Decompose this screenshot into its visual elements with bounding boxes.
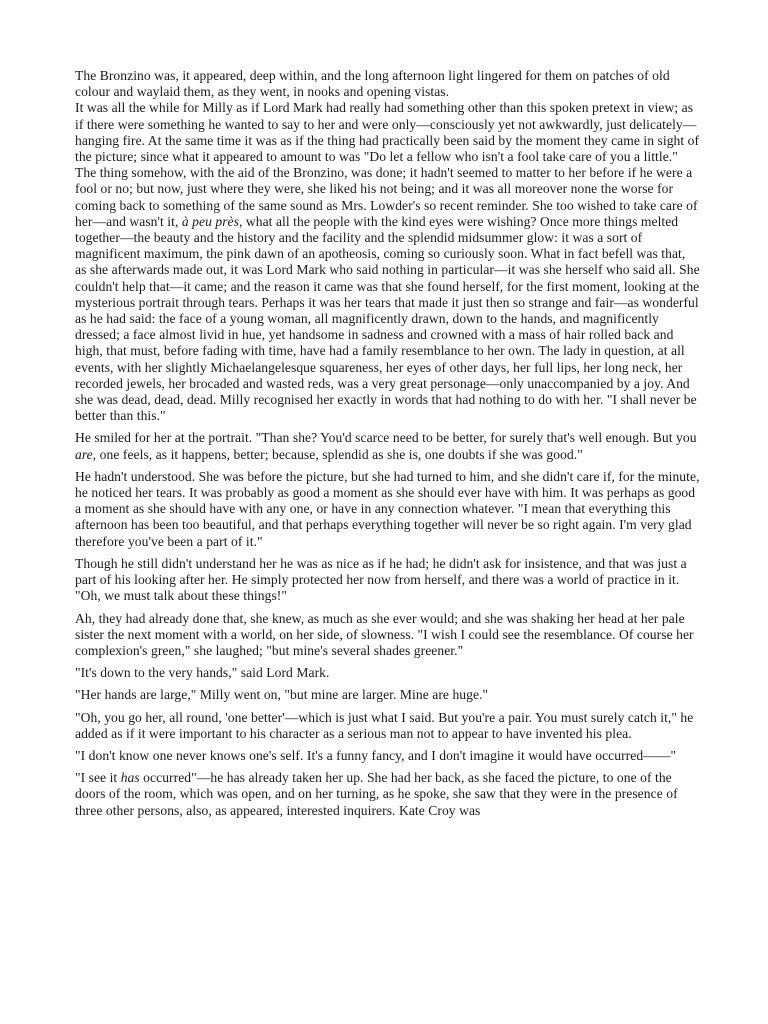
paragraph-5: Though he still didn't understand her he was as nice as if he had; he didn't ask for insistence, and that was just a part of his looking after her. He simply protected her now from herself, and there was a world of practice in it. "Oh, we must talk about these things!" xyxy=(75,555,687,604)
paragraph-1: The Bronzino was, it appeared, deep within, and the long afternoon light lingered for them on patches of old colour and waylaid them, as they went, in nooks and opening vistas. xyxy=(75,68,670,100)
paragraph-7: "It's down to the very hands," said Lord Mark. xyxy=(75,665,330,681)
paragraph-3: He smiled for her at the portrait. "Than she? You'd scarce need to be better, for surely that's well enough. But you are, one feels, as it happens, better; because, splendid as she is, one doubts if she was good." xyxy=(75,430,697,462)
paragraph-6: Ah, they had already done that, she knew, as much as she ever would; and she was shaking her head at her pale sister the next moment with a world, on her side, of slowness. "I wish I could see the resemblance. Of course her complexion's green," she laughed; "but mine's several shades greener." xyxy=(75,610,694,658)
paragraph-9: "Oh, you go her, all round, 'one better'—which is just what I said. But you're a pair. You must surely catch it," he added as if it were important to his character as a serious man not to appear to have invented his plea. xyxy=(75,709,694,741)
paragraph-4: He hadn't understood. She was before the picture, but she had turned to him, and she didn't care if, for the minute, he noticed her tears. It was probably as good a moment as she should ever have with him. It was perhaps as good a moment as she should have with any one, or have in any connection whatever. "I mean that everything this afternoon has been too beautiful, and that perhaps everything together will never be so right again. I'm very glad therefore you've been a part of it." xyxy=(75,468,700,549)
paragraph-10: "I don't know one never knows one's self. It's a funny fancy, and I don't imagine it would have occurred——" xyxy=(75,747,677,763)
document-page xyxy=(75,68,700,825)
italic-phrase: are, xyxy=(75,446,97,462)
italic-phrase: à peu près, xyxy=(181,213,243,229)
paragraph-11: "I see it has occurred"—he has already taken her up. She had her back, as she faced the picture, to one of the doors of the room, which was open, and on her turning, as he spoke, she saw that they were in the presence of three other persons, also, as appeared, interested inquirers. Kate Croy was xyxy=(75,770,678,818)
paragraph-8: "Her hands are large," Milly went on, "but mine are larger. Mine are huge." xyxy=(75,687,489,703)
paragraph-2: It was all the while for Milly as if Lord Mark had really had something other than this spoken pretext in view; as if there were something he wanted to say to her and were only—consciously yet not awkwardly, just delicately—hanging fire. At the same time it was as if the thing had practically been said by the moment they came in sight of the picture; since what it appeared to amount to was "Do let a fellow who isn't a fool take care of you a little." The thing somehow, with the aid of the Bronzino, was done; it hadn't seemed to matter to her before if he were a fool or no; but now, just where they were, she liked his not being; and it was all moreover none the worse for coming back to something of the same sound as Mrs. Lowder's so recent reminder. She too wished to take care of her—and wasn't it, à peu près, what all the people with the kind eyes were wishing? Once more things melted together—the beauty and the history and the facility and the splendid midsummer glow: it was a sort of magnificent maximum, the pink dawn of an apotheosis, coming so curiously soon. What in fact befell was that, as she afterwards made out, it was Lord Mark who said nothing in particular—it was she herself who said all. She couldn't help that—it came; and the reason it came was that she found herself, for the first moment, looking at the mysterious portrait through tears. Perhaps it was her tears that made it just then so strange and fair—as wonderful as he had said: the face of a young woman, all magnificently drawn, down to the hands, and magnificently dressed; a face almost livid in hue, yet handsome in sadness and crowned with a mass of hair rolled back and high, that must, before fading with time, have had a family resemblance to her own. The lady in question, at all events, with her slightly Michaelangelesque squareness, her eyes of other days, her full lips, her long neck, her recorded jewels, her brocaded and wasted reds, was a very great personage—only unaccompanied by a joy. And she was dead, dead, dead. Milly recognised her exactly in words that had nothing to do with her. "I shall never be better than this." xyxy=(75,100,700,424)
italic-phrase: has xyxy=(120,770,140,786)
